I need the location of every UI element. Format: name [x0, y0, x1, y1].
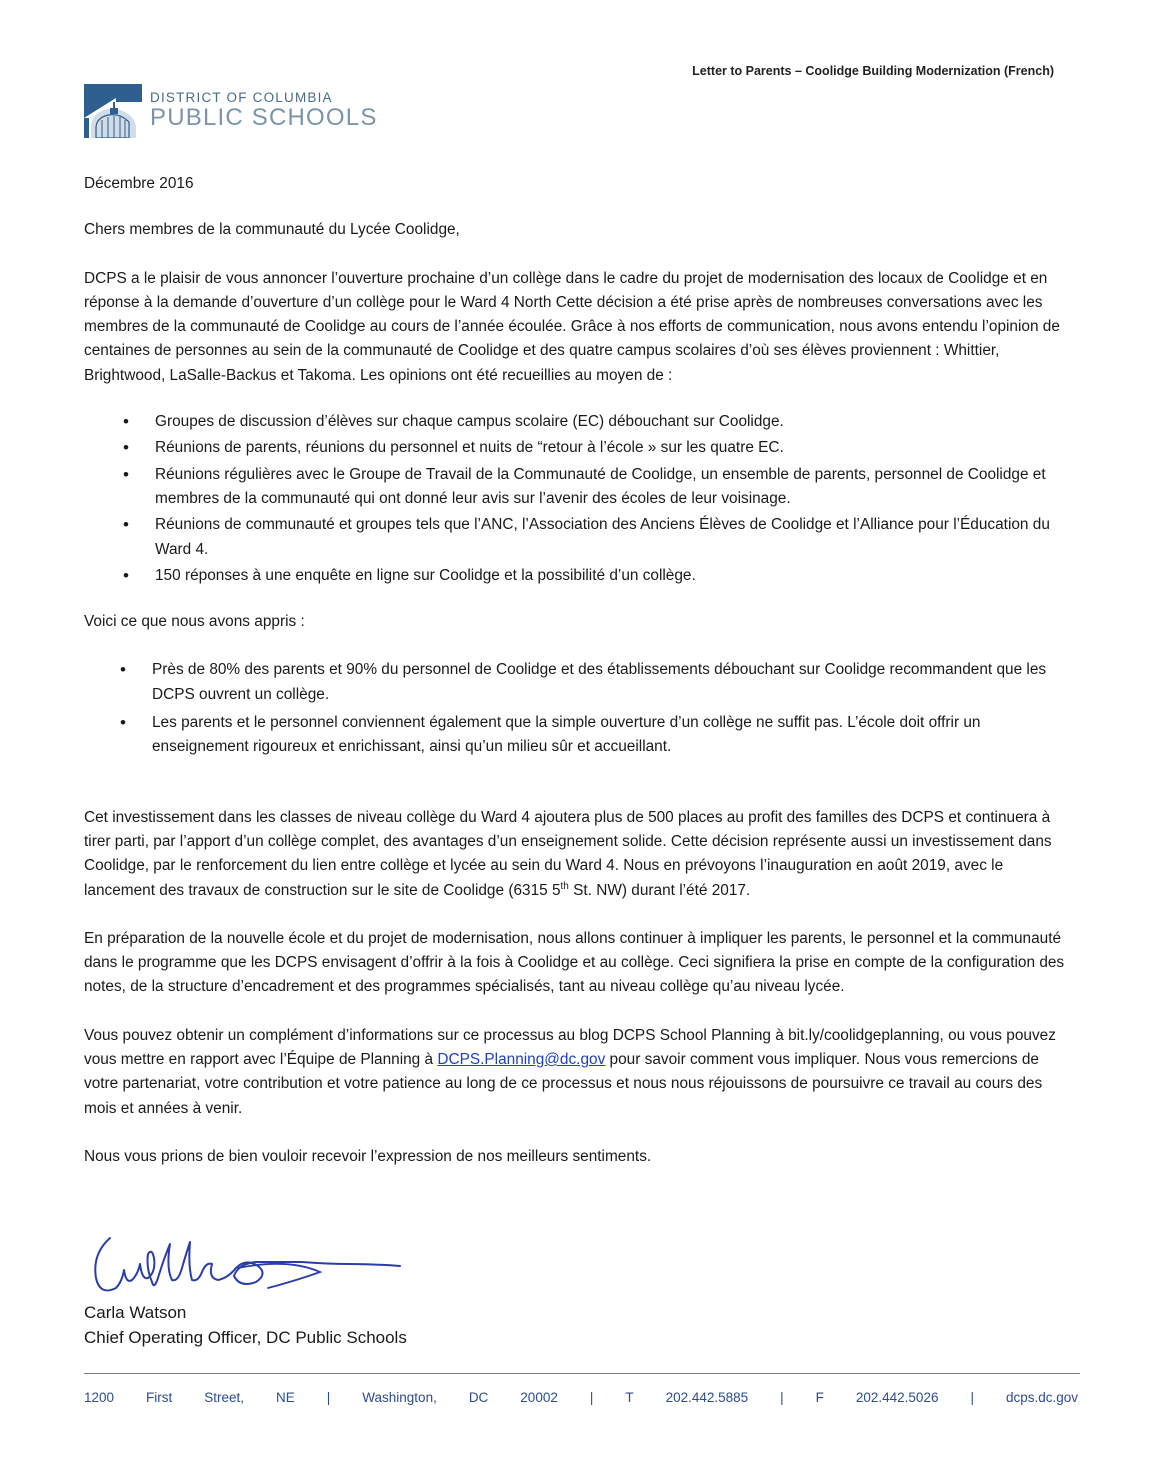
footer-separator: |	[326, 1390, 331, 1405]
investment-paragraph	[84, 806, 1072, 903]
footer-fax: 202.442.5026	[855, 1390, 939, 1405]
planning-email-link[interactable]: DCPS.Planning@dc.gov	[437, 1051, 606, 1069]
info-paragraph	[84, 1024, 1072, 1121]
document-label: Letter to Parents – Coolidge Building Modernization (French)	[692, 64, 1054, 78]
footer-item: DC	[468, 1390, 489, 1405]
list-item: • 150 réponses à une enquête en ligne sur Coolidge et la possibilité d’un collège.	[155, 564, 1072, 588]
footer-item: F	[815, 1390, 824, 1405]
footer-item: T	[625, 1390, 634, 1405]
footer-divider	[84, 1373, 1080, 1374]
footer-item: First	[146, 1390, 173, 1405]
list-item: • Réunions régulières avec le Groupe de Travail de la Communauté de Coolidge, un ensemble de parents, personnel de Coolidge et membres de la communauté qui ont donné leur avis sur l’avenir des écoles de leur voisinage.	[155, 463, 1072, 512]
logo-line-district: DISTRICT OF COLUMBIA	[150, 90, 333, 105]
footer-item: Street,	[204, 1390, 245, 1405]
signer-block	[84, 1300, 407, 1350]
investment-text-b: St. NW) durant l’été 2017.	[568, 881, 751, 899]
logo-line-public-schools: PUBLIC SCHOOLS	[150, 104, 378, 131]
footer-item: 1200	[84, 1390, 115, 1405]
footer-phone: 202.442.5885	[665, 1390, 749, 1405]
footer-item: 20002	[520, 1390, 558, 1405]
list-item: • Près de 80% des parents et 90% du personnel de Coolidge et des établissements débouchant sur Coolidge recommandent que les DCPS ouvrent un collège.	[152, 658, 1072, 707]
signature	[88, 1218, 418, 1306]
intro-paragraph: DCPS a le plaisir de vous annoncer l’ouverture prochaine d’un collège dans le cadre du projet de modernisation des locaux de Coolidge et en réponse à la demande d’ouverture d’un collège pour le Ward 4 North Cette décision a été prise après de nombreuses conversations avec les membres de la communauté de Coolidge au cours de l’année écoulée. Grâce à nos efforts de communication, nous avons entendu l’opinion de centaines de personnes au sein de la communauté de Coolidge et des quatre campus scolaires d’où ses élèves proviennent : Whittier, Brightwood, LaSalle-Backus et Takoma. Les opinions ont été recueillies au moyen de :	[84, 269, 1060, 384]
salutation: Chers membres de la communauté du Lycée Coolidge,	[84, 221, 460, 239]
closing-line: Nous vous prions de bien vouloir recevoir l’expression de nos meilleurs sentiments.	[84, 1147, 652, 1165]
dcps-logo	[84, 84, 378, 138]
footer-item: Washington,	[362, 1390, 437, 1405]
preparation-paragraph: En préparation de la nouvelle école et du projet de modernisation, nous allons continuer à impliquer les parents, le personnel et la communauté dans le programme que les DCPS envisagent d’offrir à la fois à Coolidge et au collège. Ceci signifiera la prise en compte de la configuration des notes, de la structure d’encadrement et des programmes spécialisés, tant au niveau collège qu’au niveau lycée.	[84, 929, 1065, 996]
footer-item: NE	[276, 1390, 295, 1405]
list-item: • Réunions de communauté et groupes tels que l’ANC, l’Association des Anciens Élèves de Coolidge et l’Alliance pour l’Éducation du Ward 4.	[155, 513, 1072, 562]
footer-contact	[84, 1390, 1078, 1405]
list-item: • Groupes de discussion d’élèves sur chaque campus scolaire (EC) débouchant sur Coolidge.	[155, 410, 1072, 434]
list-item: • Réunions de parents, réunions du personnel et nuits de “retour à l’école » sur les quatre EC.	[155, 436, 1072, 460]
list-item: • Les parents et le personnel conviennent également que la simple ouverture d’un collège ne suffit pas. L’école doit offrir un enseignement rigoureux et enrichissant, ainsi qu’un milieu sûr et accueillant.	[152, 711, 1072, 760]
info-text-b: pour savoir comment vous impliquer. Nous vous remercions de votre partenariat, votre contribution et votre patience au long de ce processus et nous nous réjouissons de poursuivre ce travail au cours des mois et années à venir.	[84, 1051, 1043, 1117]
consultation-methods-list	[155, 410, 1072, 588]
signer-name: Carla Watson	[84, 1303, 187, 1322]
footer-separator: |	[589, 1390, 594, 1405]
letter-date: Décembre 2016	[84, 175, 194, 192]
findings-list	[152, 658, 1072, 759]
logo-text	[150, 90, 378, 132]
investment-text-a: Cet investissement dans les classes de niveau collège du Ward 4 ajoutera plus de 500 places au profit des familles des DCPS et continuera à tirer parti, par l’apport d’un collège complet, des avantages d’un enseignement solide. Cette décision représente aussi un investissement dans Coolidge, par le renforcement du lien entre collège et lycée au sein du Ward 4. Nous en prévoyons l’inauguration en août 2019, avec le lancement des travaux de construction sur le site de Coolidge (6315 5	[84, 808, 1052, 899]
ordinal-suffix: th	[560, 880, 569, 892]
footer-separator: |	[970, 1390, 974, 1405]
footer-website-link[interactable]: dcps.dc.gov	[1005, 1390, 1078, 1405]
capitol-dome-icon	[84, 84, 142, 138]
signer-title: Chief Operating Officer, DC Public Schools	[84, 1328, 407, 1347]
footer-separator: |	[780, 1390, 784, 1405]
findings-intro: Voici ce que nous avons appris :	[84, 613, 305, 631]
letter-body	[84, 172, 1072, 1169]
info-text-a: Vous pouvez obtenir un complément d’informations sur ce processus au blog DCPS School Planning à bit.ly/coolidgeplanning, ou vous pouvez vous mettre en rapport avec l’Équipe de Planning à	[84, 1026, 1056, 1069]
